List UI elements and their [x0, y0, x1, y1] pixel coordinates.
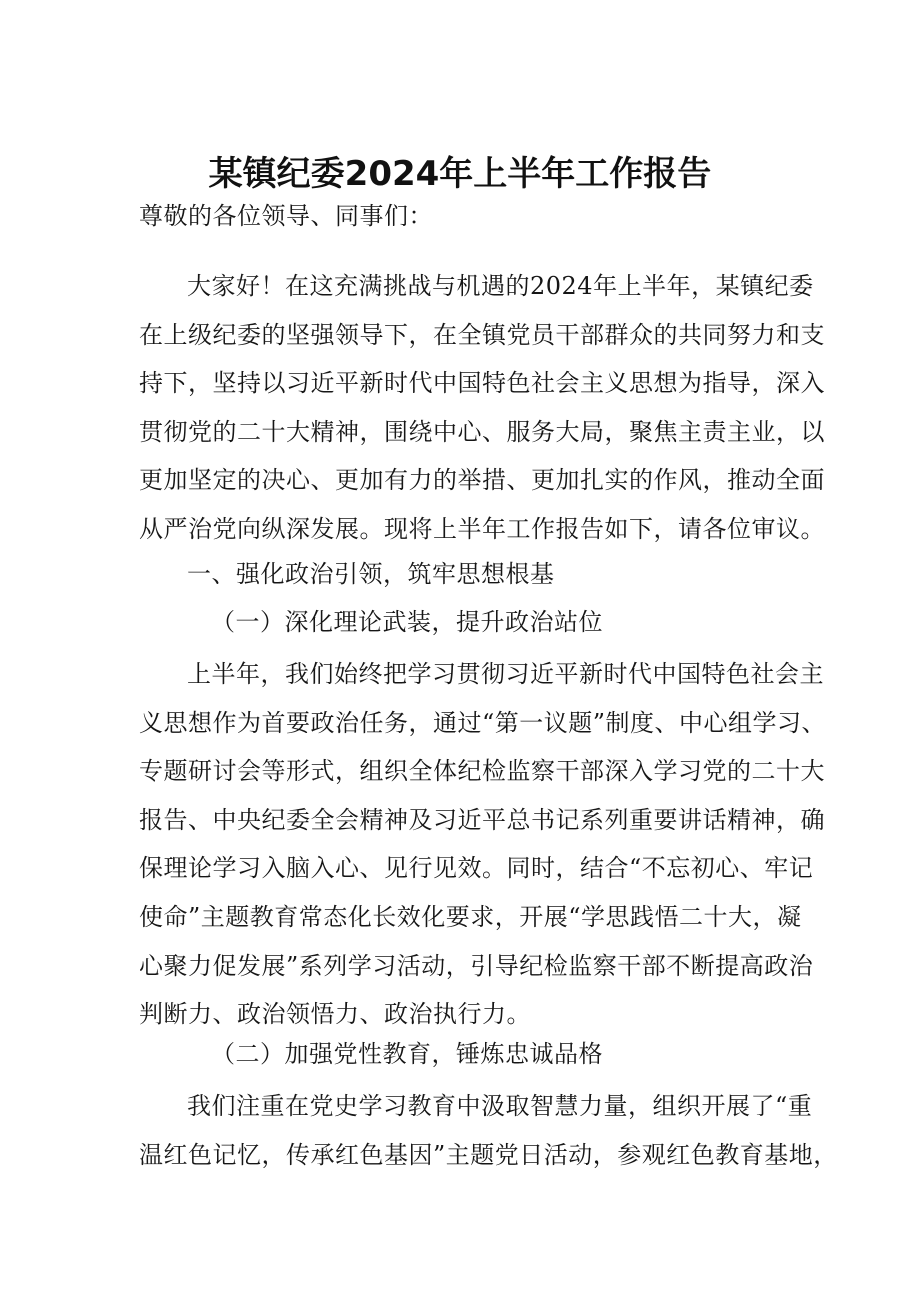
paragraph-line: 贯彻党的二十大精神，围绕中心、服务大局，聚焦主责主业，以 [139, 417, 825, 446]
subsection-heading-2-text: （二）加强党性教育，锤炼忠诚品格 [211, 1040, 603, 1068]
paragraph-line: 大家好！在这充满挑战与机遇的2024年上半年，某镇纪委 [187, 272, 814, 300]
subsection-heading-1 [139, 602, 787, 642]
paragraph-line: 专题研讨会等形式，组织全体纪检监察干部深入学习党的二十大 [139, 757, 825, 786]
paragraph-line: 义思想作为首要政治任务，通过“第一议题”制度、中心组学习、 [139, 708, 827, 737]
paragraph-line: 温红色记忆，传承红色基因”主题党日活动，参观红色教育基地， [139, 1140, 838, 1169]
paragraph-party-education [139, 1082, 838, 1179]
document-title: 某镇纪委2024年上半年工作报告 [208, 154, 712, 194]
paragraph-line: 从严治党向纵深发展。现将上半年工作报告如下，请各位审议。 [139, 514, 825, 543]
paragraph-line: 判断力、政治领悟力、政治执行力。 [139, 1000, 531, 1029]
paragraph-line: 在上级纪委的坚强领导下，在全镇党员干部群众的共同努力和支 [139, 320, 825, 349]
paragraph-line: 我们注重在党史学习教育中汲取智慧力量，组织开展了“重 [187, 1092, 813, 1120]
paragraph-line: 报告、中央纪委全会精神及习近平总书记系列重要讲话精神，确 [139, 805, 825, 834]
paragraph-line: 心聚力促发展”系列学习活动，引导纪检监察干部不断提高政治 [139, 951, 814, 980]
paragraph-theory [139, 650, 827, 1039]
section-heading-1-text: 一、强化政治引领，筑牢思想根基 [187, 560, 555, 588]
section-heading-1 [139, 554, 787, 594]
paragraph-line: 使命”主题教育常态化长效化要求，开展“学思践悟二十大，凝 [139, 902, 802, 931]
paragraph-line: 保理论学习入脑入心、见行见效。同时，结合“不忘初心、牢记 [139, 854, 814, 883]
paragraph-intro [139, 262, 825, 554]
paragraph-line: 持下，坚持以习近平新时代中国特色社会主义思想为指导，深入 [139, 369, 825, 398]
greeting: 尊敬的各位领导、同事们： [139, 202, 433, 230]
subsection-heading-2 [139, 1034, 787, 1074]
paragraph-line: 更加坚定的决心、更加有力的举措、更加扎实的作风，推动全面 [139, 466, 825, 495]
paragraph-line: 上半年，我们始终把学习贯彻习近平新时代中国特色社会主 [187, 660, 824, 688]
subsection-heading-1-text: （一）深化理论武装，提升政治站位 [211, 608, 603, 636]
